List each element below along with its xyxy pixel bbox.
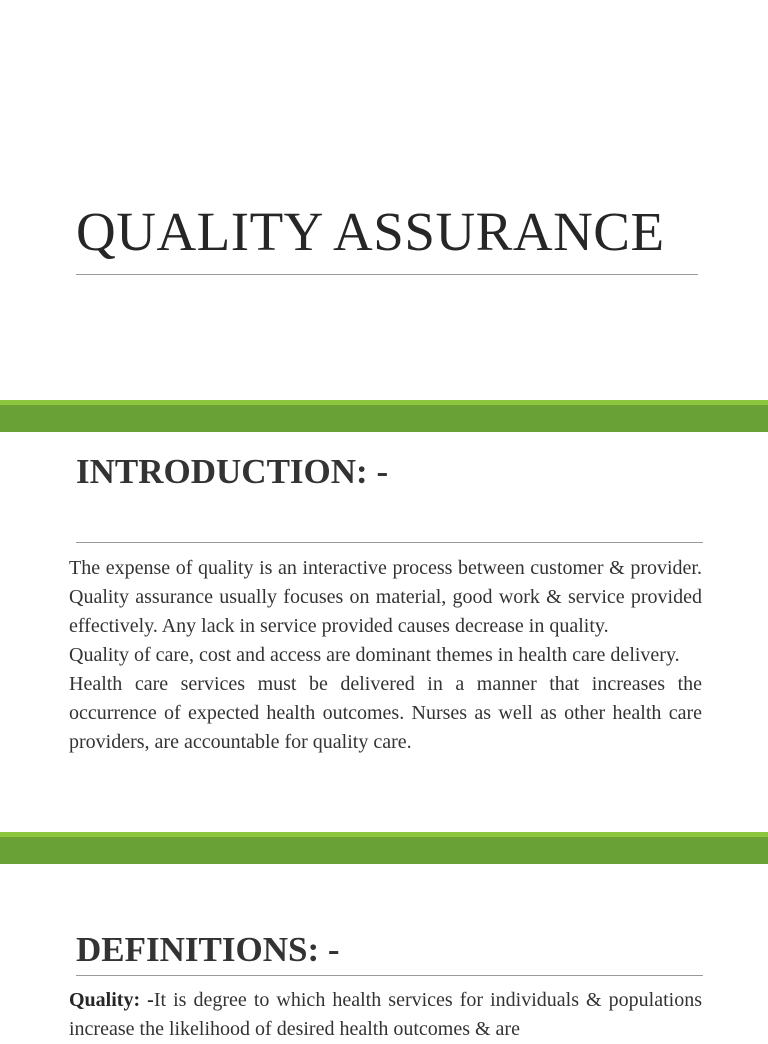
title-underline xyxy=(76,274,698,275)
heading-underline xyxy=(76,975,703,976)
definitions-slide xyxy=(0,864,768,1040)
paragraph: Health care services must be delivered in a manner that increases the occurrence of expected health outcomes. Nurses as well as other health care providers, are accountable for quality care. xyxy=(69,673,702,753)
introduction-slide xyxy=(0,432,768,832)
paragraph: The expense of quality is an interactive process between customer & provider. Quality assurance usually focuses on material, good work & service provided effectively. Any lack in service provided causes decrease in quality. xyxy=(69,557,702,637)
introduction-body xyxy=(69,554,702,757)
definitions-heading: DEFINITIONS: - xyxy=(76,930,340,969)
heading-underline xyxy=(76,542,703,543)
slide-title: QUALITY ASSURANCE xyxy=(76,201,665,262)
paragraph: Quality of care, cost and access are dominant themes in health care delivery. xyxy=(69,644,680,666)
title-slide xyxy=(0,0,768,400)
introduction-heading: INTRODUCTION: - xyxy=(76,452,389,491)
definition-text: It is degree to which health services for individuals & populations increase the likelihood of desired health outcomes & are xyxy=(69,989,702,1040)
slide-divider xyxy=(0,832,768,864)
slide-divider xyxy=(0,400,768,432)
definition-body xyxy=(69,986,702,1044)
definition-term: Quality: - xyxy=(69,989,154,1011)
